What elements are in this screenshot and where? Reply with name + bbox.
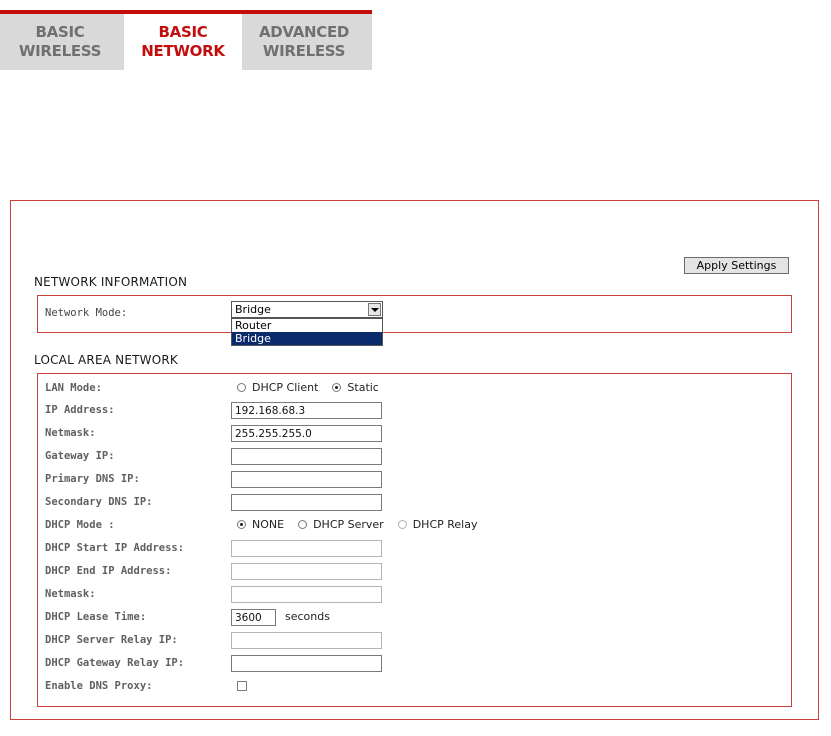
dhcp-end-input[interactable] bbox=[231, 563, 382, 580]
ip-address-label: IP Address: bbox=[45, 404, 115, 416]
tab-line-1: BASIC bbox=[35, 23, 85, 41]
primary-dns-row bbox=[38, 471, 791, 489]
radio-on-icon bbox=[332, 383, 341, 392]
lan-mode-row bbox=[38, 380, 791, 398]
network-mode-option-router[interactable]: Router bbox=[235, 319, 272, 332]
primary-dns-input[interactable] bbox=[231, 471, 382, 488]
tab-line-2: WIRELESS bbox=[18, 42, 102, 60]
gateway-ip-row bbox=[38, 448, 791, 466]
radio-label: NONE bbox=[252, 518, 285, 531]
dhcp-netmask-row bbox=[38, 586, 791, 604]
tab-line-1: BASIC bbox=[158, 23, 208, 41]
dhcp-gateway-relay-row bbox=[38, 655, 791, 673]
secondary-dns-row bbox=[38, 494, 791, 512]
lan-mode-radios bbox=[237, 381, 393, 394]
tab-line-2: NETWORK bbox=[141, 42, 225, 60]
tab-advanced-wireless[interactable] bbox=[244, 14, 364, 70]
lan-mode-static-radio[interactable] bbox=[332, 381, 378, 394]
local-area-network-group bbox=[37, 373, 792, 707]
dhcp-mode-radios bbox=[237, 518, 491, 531]
radio-label: DHCP Relay bbox=[412, 518, 478, 531]
lan-mode-label: LAN Mode: bbox=[45, 382, 102, 394]
dns-proxy-label: Enable DNS Proxy: bbox=[45, 680, 153, 692]
radio-off-icon bbox=[298, 520, 307, 529]
dhcp-server-relay-row bbox=[38, 632, 791, 650]
dns-proxy-row bbox=[38, 678, 791, 696]
local-area-network-title: LOCAL AREA NETWORK bbox=[34, 353, 178, 367]
dhcp-start-label: DHCP Start IP Address: bbox=[45, 542, 185, 554]
secondary-dns-label: Secondary DNS IP: bbox=[45, 496, 153, 508]
radio-on-icon bbox=[237, 520, 246, 529]
dhcp-server-relay-label: DHCP Server Relay IP: bbox=[45, 634, 178, 646]
secondary-dns-input[interactable] bbox=[231, 494, 382, 511]
ip-address-row bbox=[38, 402, 791, 420]
dhcp-end-row bbox=[38, 563, 791, 581]
tab-basic-network[interactable] bbox=[124, 14, 242, 70]
dhcp-lease-input[interactable] bbox=[231, 609, 276, 626]
dhcp-mode-server-radio[interactable] bbox=[298, 518, 384, 531]
dhcp-gateway-relay-input[interactable] bbox=[231, 655, 382, 672]
primary-dns-label: Primary DNS IP: bbox=[45, 473, 140, 485]
tab-line-2: WIRELESS bbox=[262, 42, 346, 60]
netmask-label: Netmask: bbox=[45, 427, 96, 439]
top-tab-bar bbox=[0, 10, 372, 70]
network-mode-option-bridge[interactable]: Bridge bbox=[232, 332, 382, 345]
dhcp-mode-label: DHCP Mode : bbox=[45, 519, 115, 531]
tab-line-1: ADVANCED bbox=[258, 23, 350, 41]
dhcp-end-label: DHCP End IP Address: bbox=[45, 565, 172, 577]
netmask-input[interactable] bbox=[231, 425, 382, 442]
network-information-group bbox=[37, 295, 792, 345]
ip-address-input[interactable] bbox=[231, 402, 382, 419]
radio-label: Static bbox=[347, 381, 379, 394]
chevron-down-icon[interactable] bbox=[368, 303, 381, 316]
tab-basic-wireless[interactable] bbox=[0, 14, 120, 70]
lan-mode-dhcp-client-radio[interactable] bbox=[237, 381, 318, 394]
dhcp-gateway-relay-label: DHCP Gateway Relay IP: bbox=[45, 657, 185, 669]
network-information-title: NETWORK INFORMATION bbox=[34, 275, 188, 289]
radio-label: DHCP Server bbox=[313, 518, 384, 531]
dhcp-mode-relay-radio[interactable] bbox=[398, 518, 478, 531]
dhcp-server-relay-input[interactable] bbox=[231, 632, 382, 649]
radio-label: DHCP Client bbox=[252, 381, 319, 394]
network-mode-select[interactable] bbox=[231, 301, 383, 318]
dhcp-lease-label: DHCP Lease Time: bbox=[45, 611, 147, 623]
dhcp-start-row bbox=[38, 540, 791, 558]
dns-proxy-checkbox[interactable] bbox=[237, 681, 247, 691]
apply-settings-button[interactable]: Apply Settings bbox=[684, 257, 789, 274]
dhcp-mode-none-radio[interactable] bbox=[237, 518, 284, 531]
radio-off-icon bbox=[237, 383, 246, 392]
netmask-row bbox=[38, 425, 791, 443]
settings-panel bbox=[10, 200, 819, 720]
radio-off-icon bbox=[398, 520, 407, 529]
gateway-ip-input[interactable] bbox=[231, 448, 382, 465]
dhcp-start-input[interactable] bbox=[231, 540, 382, 557]
network-mode-value: Bridge bbox=[235, 303, 271, 316]
gateway-ip-label: Gateway IP: bbox=[45, 450, 115, 462]
network-mode-dropdown bbox=[231, 318, 383, 346]
dhcp-netmask-input[interactable] bbox=[231, 586, 382, 603]
dhcp-mode-row bbox=[38, 517, 791, 535]
dhcp-netmask-label: Netmask: bbox=[45, 588, 96, 600]
dhcp-lease-unit: seconds bbox=[285, 610, 330, 623]
dhcp-lease-row bbox=[38, 609, 791, 627]
network-mode-label: Network Mode: bbox=[45, 307, 128, 319]
